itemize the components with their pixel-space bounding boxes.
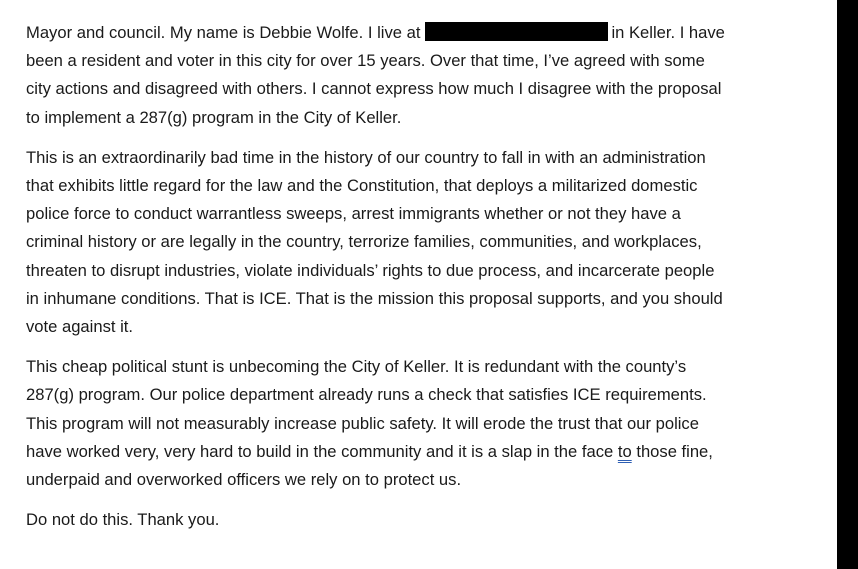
- text-line: in inhumane conditions. That is ICE. That is the mission this proposal supports, and you should: [26, 288, 723, 308]
- paragraph-2: [26, 144, 826, 341]
- text-line: Do not do this. Thank you.: [26, 510, 220, 530]
- document-body: [26, 19, 826, 546]
- redaction-box: [425, 22, 608, 41]
- text-line: underpaid and overworked officers we rely on to protect us.: [26, 470, 462, 490]
- text-line: This program will not measurably increase public safety. It will erode the trust that our police: [26, 413, 699, 433]
- text-line: to implement a 287(g) program in the City of Keller.: [26, 107, 402, 127]
- text-line: been a resident and voter in this city for over 15 years. Over that time, I’ve agreed with some: [26, 51, 705, 71]
- grammar-suggestion-mark[interactable]: to: [617, 441, 632, 461]
- text-line: This cheap political stunt is unbecoming the City of Keller. It is redundant with the county’s: [26, 357, 687, 377]
- window-edge-bar: [837, 0, 858, 569]
- text-line: threaten to disrupt industries, violate individuals’ rights to due process, and incarcerate people: [26, 260, 715, 280]
- text-line: [26, 438, 826, 466]
- paragraph-3: [26, 353, 826, 494]
- text-line: [26, 19, 826, 47]
- text-line: police force to conduct warrantless sweeps, arrest immigrants whether or not they have a: [26, 204, 681, 224]
- text-line-after-mark: those fine,: [636, 441, 713, 461]
- text-line: city actions and disagreed with others. I cannot express how much I disagree with the proposal: [26, 79, 722, 99]
- text-line: This is an extraordinarily bad time in the history of our country to fall in with an administration: [26, 147, 706, 167]
- text-line: vote against it.: [26, 317, 134, 337]
- text-line: that exhibits little regard for the law and the Constitution, that deploys a militarized domestic: [26, 176, 698, 196]
- text-line-before-mark: have worked very, very hard to build in the community and it is a slap in the face: [26, 441, 614, 461]
- text-line: 287(g) program. Our police department already runs a check that satisfies ICE requirements.: [26, 385, 707, 405]
- text-line-after-redaction: in Keller. I have: [611, 23, 725, 42]
- paragraph-1: [26, 19, 826, 132]
- text-line: criminal history or are legally in the country, terrorize families, communities, and workplaces,: [26, 232, 702, 252]
- text-line-before-redaction: Mayor and council. My name is Debbie Wolfe. I live at: [26, 23, 421, 42]
- paragraph-4: [26, 506, 826, 534]
